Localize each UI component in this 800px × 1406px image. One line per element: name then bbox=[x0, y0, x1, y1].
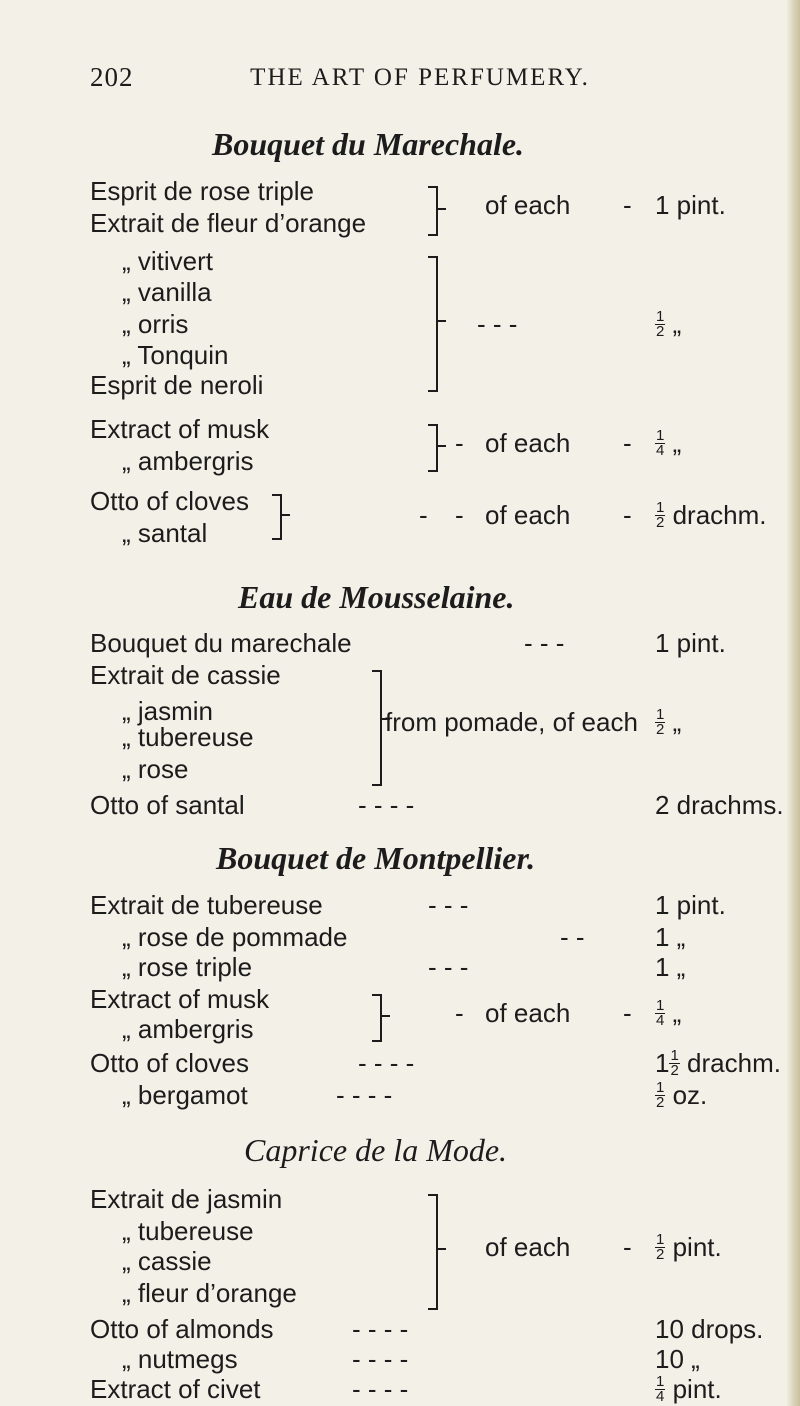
quantity: 2 drachms. bbox=[655, 790, 784, 820]
ingredient-line: „ vanilla bbox=[122, 277, 212, 307]
quantity: 10 „ bbox=[655, 1344, 700, 1374]
quantity: $\frac{1}{2}$ „ bbox=[656, 307, 682, 340]
of-each-note: of each bbox=[485, 998, 571, 1028]
brace-tip bbox=[438, 208, 446, 210]
dash-leader: - - - - bbox=[336, 1080, 393, 1110]
ingredient-line: Esprit de neroli bbox=[90, 370, 264, 400]
dash: - bbox=[455, 428, 464, 458]
fraction: $\frac{1}{4}$ bbox=[656, 996, 665, 1029]
brace-tip bbox=[438, 445, 446, 447]
ingredient-line: Extract of civet bbox=[90, 1374, 261, 1404]
ingredient-line: Extract of musk bbox=[90, 984, 270, 1014]
dash-leader: - - - bbox=[524, 628, 565, 658]
ingredient-line: „ rose de pommade bbox=[122, 922, 348, 952]
ingredient-line: „ tubereuse bbox=[122, 722, 254, 752]
ingredient-line: „ nutmegs bbox=[122, 1344, 238, 1374]
brace bbox=[372, 670, 382, 786]
of-each-note: of each bbox=[485, 500, 571, 530]
dash-leader: - - - - bbox=[358, 1048, 415, 1078]
brace bbox=[272, 494, 282, 540]
brace bbox=[428, 424, 438, 472]
fraction: $\frac{1}{2}$ bbox=[656, 498, 665, 531]
fraction: $\frac{1}{2}$ bbox=[656, 307, 665, 340]
ingredient-line: Esprit de rose triple bbox=[90, 176, 314, 206]
brace-tip bbox=[382, 1015, 390, 1017]
quantity: 1 pint. bbox=[655, 190, 726, 220]
ingredient-line: Extrait de tubereuse bbox=[90, 890, 323, 920]
dash: - bbox=[623, 998, 632, 1028]
fraction: $\frac{1}{4}$ bbox=[656, 1372, 665, 1405]
ingredient-line: Otto of santal bbox=[90, 790, 245, 820]
ingredient-line: „ vitivert bbox=[122, 246, 213, 276]
ingredient-line: „ tubereuse bbox=[122, 1216, 254, 1246]
fraction: $\frac{1}{2}$ bbox=[656, 1078, 665, 1111]
quantity: 1 „ bbox=[655, 922, 686, 952]
recipe-title-marechale: Bouquet du Marechale. bbox=[212, 126, 525, 162]
ingredient-line: „ cassie bbox=[122, 1246, 212, 1276]
dash-leader: - - - - bbox=[352, 1344, 409, 1374]
quantity: $\frac{1}{2}$ „ bbox=[656, 705, 682, 738]
dash: - bbox=[623, 190, 632, 220]
page-edge bbox=[786, 0, 800, 1406]
dash: - bbox=[419, 500, 428, 530]
brace bbox=[428, 256, 438, 392]
quantity: 10 drops. bbox=[655, 1314, 764, 1344]
quantity: $\frac{1}{4}$ „ bbox=[656, 996, 682, 1029]
dash-leader: - - - bbox=[477, 309, 518, 339]
ingredient-line: Extrait de fleur d’orange bbox=[90, 208, 367, 238]
ingredient-line: „ santal bbox=[122, 518, 208, 548]
recipe-title-montpellier: Bouquet de Montpellier. bbox=[216, 840, 536, 876]
recipe-title-caprice: Caprice de la Mode. bbox=[244, 1132, 508, 1168]
ingredient-line: Otto of cloves bbox=[90, 486, 249, 516]
brace-tip bbox=[438, 1248, 446, 1250]
ingredient-line: „ rose triple bbox=[122, 952, 253, 982]
dash-leader: - - bbox=[560, 922, 585, 952]
ingredient-line: Extrait de cassie bbox=[90, 660, 281, 690]
from-pomade-note: from pomade, of each bbox=[385, 707, 638, 737]
dash: - bbox=[455, 998, 464, 1028]
dash: - bbox=[455, 500, 464, 530]
ingredient-line: Extrait de jasmin bbox=[90, 1184, 283, 1214]
quantity: 1 „ bbox=[655, 952, 686, 982]
ingredient-line: Extract of musk bbox=[90, 414, 270, 444]
fraction: $\frac{1}{2}$ bbox=[656, 1230, 665, 1263]
ingredient-line: „ orris bbox=[122, 309, 189, 339]
page-number: 202 bbox=[90, 62, 134, 92]
ingredient-line: Otto of cloves bbox=[90, 1048, 249, 1078]
ingredient-line: Bouquet du marechale bbox=[90, 628, 352, 658]
brace-tip bbox=[282, 514, 290, 516]
running-title: THE ART OF PERFUMERY. bbox=[250, 64, 590, 91]
ingredient-line: „ rose bbox=[122, 754, 189, 784]
fraction: $\frac{1}{4}$ bbox=[656, 426, 665, 459]
quantity: $\frac{1}{4}$ „ bbox=[656, 426, 682, 459]
recipe-title-mousselaine: Eau de Mousselaine. bbox=[238, 579, 515, 615]
quantity: 1 $\frac{1}{2}$ drachm. bbox=[655, 1046, 781, 1079]
quantity: 1 pint. bbox=[655, 628, 726, 658]
brace bbox=[428, 186, 438, 236]
dash: - bbox=[623, 500, 632, 530]
quantity: $\frac{1}{2}$ pint. bbox=[656, 1230, 722, 1263]
ingredient-line: „ ambergris bbox=[122, 446, 254, 476]
of-each-note: of each bbox=[485, 190, 571, 220]
of-each-note: of each bbox=[485, 1232, 571, 1262]
ingredient-line: „ fleur d’orange bbox=[122, 1278, 297, 1308]
brace bbox=[372, 994, 382, 1042]
quantity: $\frac{1}{2}$ oz. bbox=[656, 1078, 708, 1111]
brace-tip bbox=[438, 320, 446, 322]
dash-leader: - - - bbox=[428, 952, 469, 982]
brace bbox=[428, 1194, 438, 1310]
fraction: $\frac{1}{2}$ bbox=[656, 705, 665, 738]
dash-leader: - - - - bbox=[358, 790, 415, 820]
ingredient-line: „ ambergris bbox=[122, 1014, 254, 1044]
quantity: $\frac{1}{4}$ pint. bbox=[656, 1372, 722, 1405]
fraction: $\frac{1}{2}$ bbox=[670, 1046, 679, 1079]
dash: - bbox=[623, 428, 632, 458]
quantity: 1 pint. bbox=[655, 890, 726, 920]
of-each-note: of each bbox=[485, 428, 571, 458]
dash-leader: - - - - bbox=[352, 1314, 409, 1344]
dash: - bbox=[623, 1232, 632, 1262]
quantity: $\frac{1}{2}$ drachm. bbox=[656, 498, 767, 531]
ingredient-line: „ jasmin bbox=[122, 696, 214, 726]
dash-leader: - - - - bbox=[352, 1374, 409, 1404]
running-head bbox=[90, 62, 750, 102]
ingredient-line: „ Tonquin bbox=[122, 340, 229, 370]
ingredient-line: „ bergamot bbox=[122, 1080, 248, 1110]
dash-leader: - - - bbox=[428, 890, 469, 920]
ingredient-line: Otto of almonds bbox=[90, 1314, 274, 1344]
